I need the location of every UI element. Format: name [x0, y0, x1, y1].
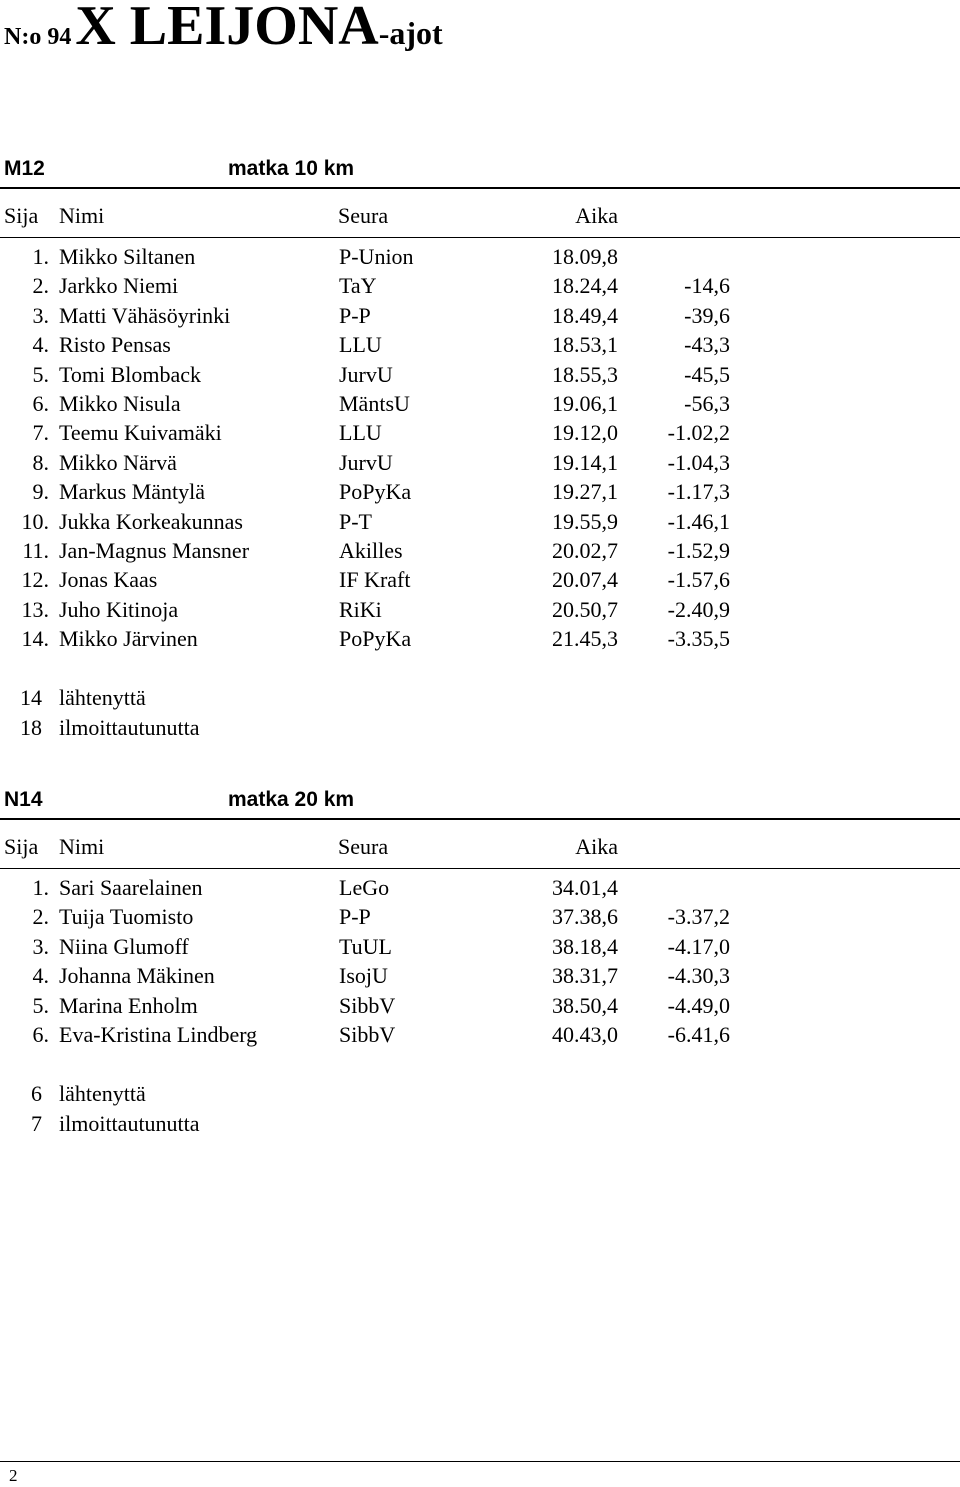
competitor-name: Eva-Kristina Lindberg [59, 1021, 258, 1047]
table-row [0, 626, 960, 655]
summary-count: 6 [31, 1081, 42, 1107]
table-row [0, 934, 960, 963]
time-difference: -56,3 [684, 390, 730, 416]
competitor-name: Tomi Blomback [59, 361, 202, 387]
table-row [0, 597, 960, 626]
time-difference: -4.17,0 [667, 933, 730, 959]
competitor-name: Mikko Närvä [59, 449, 177, 475]
footer-divider [0, 1461, 960, 1462]
competitor-name: Sari Saarelainen [59, 875, 203, 900]
position: 7. [32, 420, 49, 446]
table-row [0, 273, 960, 302]
finish-time: 19.27,1 [552, 479, 618, 505]
page-number: 2 [9, 1466, 18, 1485]
finish-time: 40.43,0 [552, 1021, 618, 1047]
section-summary [0, 1081, 960, 1140]
position: 13. [21, 596, 49, 622]
summary-count: 18 [20, 714, 42, 740]
table-row [0, 963, 960, 992]
time-difference: -1.04,3 [667, 449, 730, 475]
table-row [0, 538, 960, 567]
finish-time: 38.18,4 [552, 933, 618, 959]
col-club-header: Seura [338, 203, 389, 228]
club-name: IF Kraft [339, 567, 411, 593]
position: 1. [32, 875, 49, 900]
club-name: P-P [339, 302, 371, 328]
results-section [0, 157, 960, 744]
section-header [0, 157, 960, 189]
finish-time: 19.12,0 [552, 420, 618, 446]
competitor-name: Markus Mäntylä [59, 479, 206, 505]
time-difference: -14,6 [684, 273, 730, 299]
position: 3. [32, 933, 49, 959]
summary-label: ilmoittautunutta [59, 714, 200, 740]
results-section [0, 788, 960, 1140]
club-name: JurvU [339, 449, 393, 475]
time-difference: -2.40,9 [667, 596, 730, 622]
table-row [0, 362, 960, 391]
competitor-name: Jan-Magnus Mansner [59, 537, 250, 563]
summary-label: lähtenyttä [59, 685, 146, 711]
club-name: LeGo [339, 875, 390, 900]
competitor-name: Juho Kitinoja [59, 596, 179, 622]
position: 5. [32, 992, 49, 1018]
finish-time: 34.01,4 [552, 875, 618, 900]
issue-number: N:o 94 [4, 24, 72, 50]
time-difference: -4.49,0 [667, 992, 730, 1018]
position: 14. [21, 626, 49, 652]
summary-row [0, 1081, 960, 1110]
table-row [0, 479, 960, 508]
position: 12. [21, 567, 49, 593]
summary-row [0, 1111, 960, 1140]
time-difference: -1.17,3 [667, 479, 730, 505]
time-difference: -1.57,6 [667, 567, 730, 593]
competitor-name: Jarkko Niemi [59, 273, 179, 299]
competitor-name: Jonas Kaas [59, 567, 158, 593]
table-row [0, 567, 960, 596]
finish-time: 21.45,3 [552, 626, 618, 652]
club-name: LLU [339, 420, 382, 446]
table-row [0, 993, 960, 1022]
summary-label: lähtenyttä [59, 1081, 146, 1107]
event-suffix: -ajot [378, 15, 443, 51]
table-row [0, 303, 960, 332]
finish-time: 18.24,4 [552, 273, 618, 299]
competitor-name: Mikko Nisula [59, 390, 181, 416]
club-name: TuUL [339, 933, 392, 959]
finish-time: 19.14,1 [552, 449, 618, 475]
time-difference: -43,3 [684, 332, 730, 358]
event-name: X LEIJONA [75, 0, 379, 57]
col-time-header: Aika [575, 203, 618, 228]
summary-row [0, 715, 960, 744]
club-name: IsojU [339, 963, 388, 989]
position: 10. [21, 508, 49, 534]
finish-time: 20.02,7 [552, 537, 618, 563]
competitor-name: Jukka Korkeakunnas [59, 508, 243, 534]
position: 2. [32, 273, 49, 299]
competitor-name: Tuija Tuomisto [59, 904, 194, 930]
competitor-name: Johanna Mäkinen [59, 963, 215, 989]
club-name: JurvU [339, 361, 393, 387]
competitor-name: Teemu Kuivamäki [59, 420, 222, 446]
competitor-name: Marina Enholm [59, 992, 198, 1018]
col-time-header: Aika [575, 834, 618, 859]
position: 4. [32, 332, 49, 358]
finish-time: 19.06,1 [552, 390, 618, 416]
position: 6. [32, 1021, 49, 1047]
competitor-name: Niina Glumoff [59, 933, 189, 959]
time-difference: -4.30,3 [667, 963, 730, 989]
time-difference: -1.46,1 [667, 508, 730, 534]
finish-time: 37.38,6 [552, 904, 618, 930]
section-summary [0, 685, 960, 744]
position: 5. [32, 361, 49, 387]
position: 3. [32, 302, 49, 328]
club-name: MäntsU [339, 390, 410, 416]
time-difference: -45,5 [684, 361, 730, 387]
competitor-name: Mikko Siltanen [59, 244, 196, 269]
time-difference: -6.41,6 [667, 1021, 730, 1047]
competitor-name: Matti Vähäsöyrinki [59, 302, 231, 328]
class-label: M12 [4, 157, 45, 180]
finish-time: 38.31,7 [552, 963, 618, 989]
club-name: Akilles [339, 537, 403, 563]
position: 2. [32, 904, 49, 930]
finish-time: 20.50,7 [552, 596, 618, 622]
page-title [4, 0, 443, 58]
position: 11. [22, 537, 49, 563]
club-name: PoPyKa [339, 479, 412, 505]
position: 9. [32, 479, 49, 505]
club-name: P-P [339, 904, 371, 930]
col-pos-header: Sija [4, 834, 39, 859]
finish-time: 20.07,4 [552, 567, 618, 593]
club-name: TaY [339, 273, 377, 299]
summary-count: 14 [20, 685, 42, 711]
table-row [0, 244, 960, 273]
table-row [0, 420, 960, 449]
distance-label: matka 20 km [228, 788, 355, 811]
summary-count: 7 [31, 1110, 42, 1136]
position: 6. [32, 390, 49, 416]
column-headers [0, 203, 960, 238]
table-row [0, 509, 960, 538]
class-label: N14 [4, 788, 43, 811]
col-pos-header: Sija [4, 203, 39, 228]
table-row [0, 875, 960, 904]
col-name-header: Nimi [59, 203, 105, 228]
finish-time: 18.09,8 [552, 244, 618, 269]
finish-time: 38.50,4 [552, 992, 618, 1018]
column-headers [0, 834, 960, 869]
table-row [0, 391, 960, 420]
club-name: RiKi [339, 596, 382, 622]
club-name: PoPyKa [339, 626, 412, 652]
table-row [0, 1022, 960, 1051]
club-name: P-T [339, 508, 372, 534]
time-difference: -1.52,9 [667, 537, 730, 563]
table-row [0, 450, 960, 479]
finish-time: 18.53,1 [552, 332, 618, 358]
finish-time: 18.49,4 [552, 302, 618, 328]
distance-label: matka 10 km [228, 157, 355, 180]
time-difference: -1.02,2 [667, 420, 730, 446]
results-table [0, 875, 960, 1051]
finish-time: 19.55,9 [552, 508, 618, 534]
competitor-name: Risto Pensas [59, 332, 171, 358]
time-difference: -3.35,5 [667, 626, 730, 652]
club-name: SibbV [339, 1021, 396, 1047]
results-table [0, 244, 960, 655]
col-name-header: Nimi [59, 834, 105, 859]
summary-row [0, 685, 960, 714]
col-club-header: Seura [338, 834, 389, 859]
club-name: P-Union [339, 244, 414, 269]
time-difference: -39,6 [684, 302, 730, 328]
club-name: LLU [339, 332, 382, 358]
time-difference: -3.37,2 [667, 904, 730, 930]
finish-time: 18.55,3 [552, 361, 618, 387]
competitor-name: Mikko Järvinen [59, 626, 198, 652]
club-name: SibbV [339, 992, 396, 1018]
table-row [0, 904, 960, 933]
summary-label: ilmoittautunutta [59, 1110, 200, 1136]
position: 4. [32, 963, 49, 989]
position: 8. [32, 449, 49, 475]
table-row [0, 332, 960, 361]
position: 1. [32, 244, 49, 269]
section-header [0, 788, 960, 820]
